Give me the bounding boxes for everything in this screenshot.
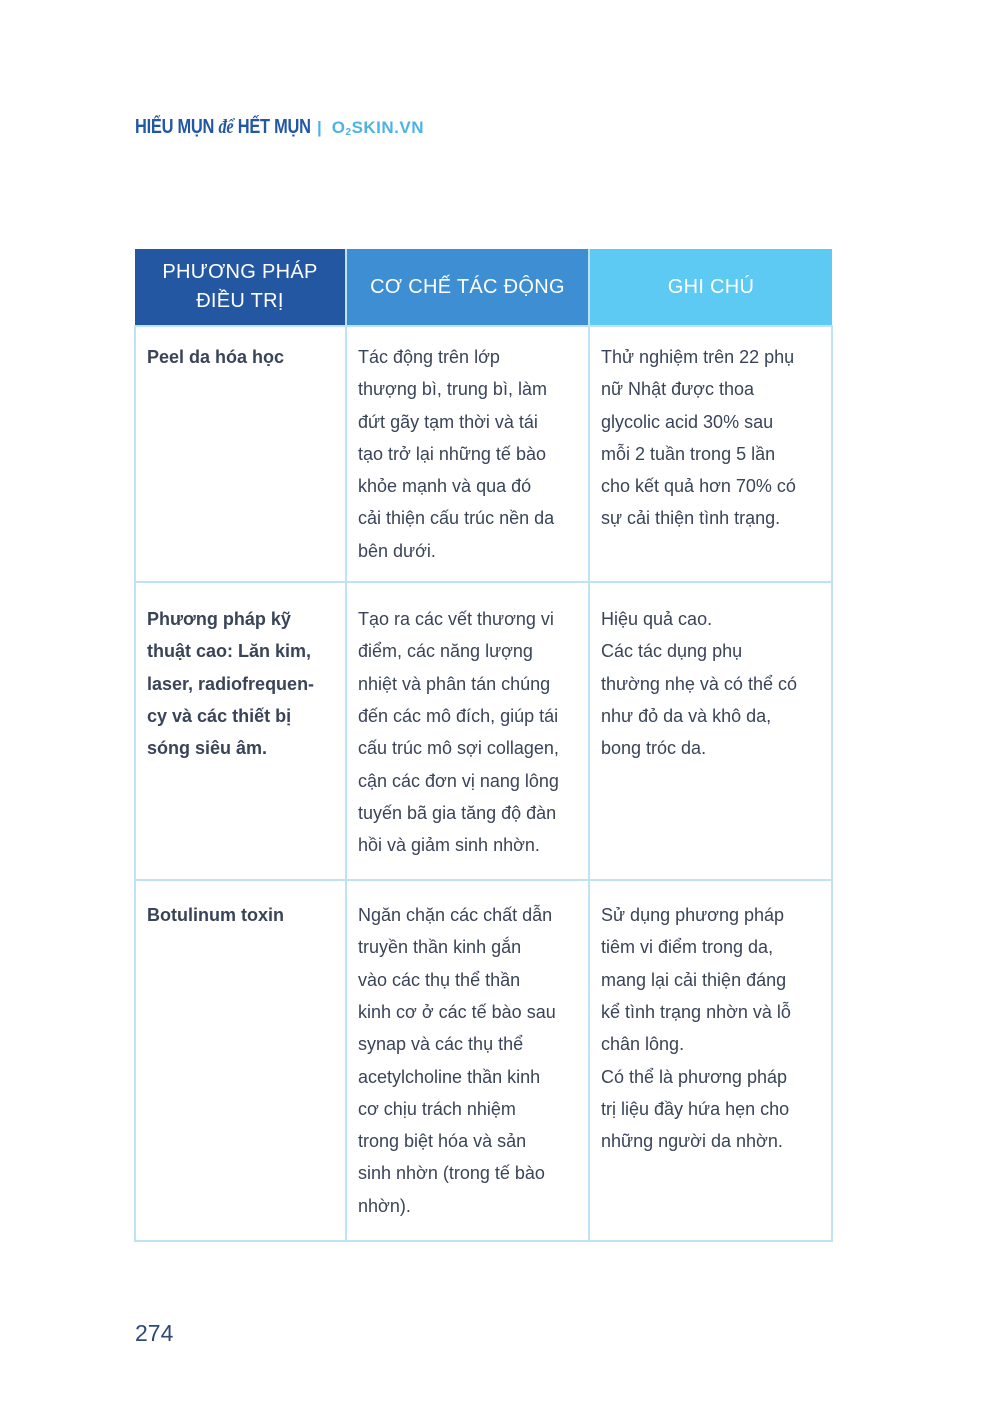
cell-line: cải thiện cấu trúc nền da <box>358 508 555 529</box>
mechanism-cell <box>346 582 589 880</box>
website-label: $O_2SKIN.VN$ <box>331 118 425 138</box>
cell-line: những người da nhờn. <box>601 1131 783 1152</box>
cell-line: thuật cao: Lăn kim, <box>147 641 312 662</box>
cell-line: trị liệu đầy hứa hẹn cho <box>601 1098 790 1119</box>
method-cell <box>135 326 346 582</box>
cell-line: truyền thần kinh gắn <box>358 937 522 958</box>
cell-line: Botulinum toxin <box>147 905 284 926</box>
note-cell <box>589 880 832 1241</box>
cell-line: cận các đơn vị nang lông <box>358 770 559 791</box>
cell-line: acetylcholine thần kinh <box>358 1066 541 1087</box>
cell-line: trong biệt hóa và sản <box>358 1131 527 1152</box>
cell-line: Thử nghiệm trên 22 phụ <box>601 347 795 367</box>
cell-line: mỗi 2 tuần trong 5 lần <box>601 443 776 464</box>
mechanism-cell <box>346 326 589 582</box>
cell-line: tạo trở lại những tế bào <box>358 443 546 464</box>
cell-line: cy và các thiết bị <box>147 705 292 726</box>
table-header-row <box>135 249 832 326</box>
cell-line: khỏe mạnh và qua đó <box>358 476 532 497</box>
header-separator: | <box>317 118 322 137</box>
cell-line: nhờn). <box>358 1195 411 1216</box>
cell-line: sóng siêu âm. <box>147 738 268 759</box>
header-method: PHƯƠNG PHÁP ĐIỀU TRỊ <box>135 249 346 326</box>
cell-line: kể tình trạng nhờn và lỗ <box>601 1001 791 1022</box>
cell-line: điểm, các năng lượng <box>358 641 533 662</box>
cell-line: cho kết quả hơn 70% có <box>601 476 796 497</box>
cell-line: Ngăn chặn các chất dẫn <box>358 905 553 926</box>
page-header <box>135 116 424 139</box>
cell-line: đến các mô đích, giúp tái <box>358 705 559 726</box>
cell-line: Sử dụng phương pháp <box>601 905 785 926</box>
cell-line: Phương pháp kỹ <box>147 609 291 630</box>
cell-line: Tác động trên lớp <box>358 347 500 367</box>
cell-line: Các tác dụng phụ <box>601 641 743 662</box>
cell-line: tiêm vi điểm trong da, <box>601 937 774 958</box>
cell-line: chân lông. <box>601 1034 685 1055</box>
method-cell <box>135 582 346 880</box>
cell-line: Có thể là phương pháp <box>601 1066 787 1087</box>
cell-line: sự cải thiện tình trạng. <box>601 508 781 529</box>
page-number: 274 <box>135 1320 174 1346</box>
cell-line: hồi và giảm sinh nhờn. <box>358 835 540 856</box>
note-cell <box>589 326 832 582</box>
cell-line: thượng bì, trung bì, làm <box>358 379 547 400</box>
cell-line: mang lại cải thiện đáng <box>601 969 787 990</box>
mechanism-cell <box>346 880 589 1241</box>
cell-line: vào các thụ thể thần <box>358 969 521 990</box>
cell-line: kinh cơ ở các tế bào sau <box>358 1001 556 1022</box>
cell-line: bên dưới. <box>358 540 436 561</box>
header-mechanism: CƠ CHẾ TÁC ĐỘNG <box>346 249 589 326</box>
cell-line: đứt gãy tạm thời và tái <box>358 411 538 432</box>
table-row <box>135 326 832 582</box>
cell-line: cơ chịu trách nhiệm <box>358 1098 516 1119</box>
table-row <box>135 582 832 880</box>
cell-line: Peel da hóa học <box>147 347 285 367</box>
cell-line: cấu trúc mô sợi collagen, <box>358 738 559 759</box>
cell-line: glycolic acid 30% sau <box>601 411 774 432</box>
cell-line: laser, radiofrequen- <box>147 673 315 694</box>
cell-line: Tạo ra các vết thương vi <box>358 609 554 630</box>
cell-line: tuyến bã gia tăng độ đàn <box>358 802 557 823</box>
cell-line: Hiệu quả cao. <box>601 609 713 630</box>
treatment-table <box>134 249 833 1242</box>
table-row <box>135 880 832 1241</box>
header-note: GHI CHÚ <box>589 249 832 326</box>
note-cell <box>589 582 832 880</box>
cell-line: nhiệt và phân tán chúng <box>358 673 551 694</box>
cell-line: thường nhẹ và có thể có <box>601 673 797 694</box>
cell-line: bong tróc da. <box>601 738 707 759</box>
method-cell <box>135 880 346 1241</box>
cell-line: synap và các thụ thể <box>358 1034 524 1055</box>
cell-line: sinh nhờn (trong tế bào <box>358 1163 545 1184</box>
cell-line: nữ Nhật được thoa <box>601 379 754 400</box>
cell-line: như đỏ da và khô da, <box>601 705 772 726</box>
book-title: HIỂU MỤN để HẾT MỤN <box>135 116 311 138</box>
